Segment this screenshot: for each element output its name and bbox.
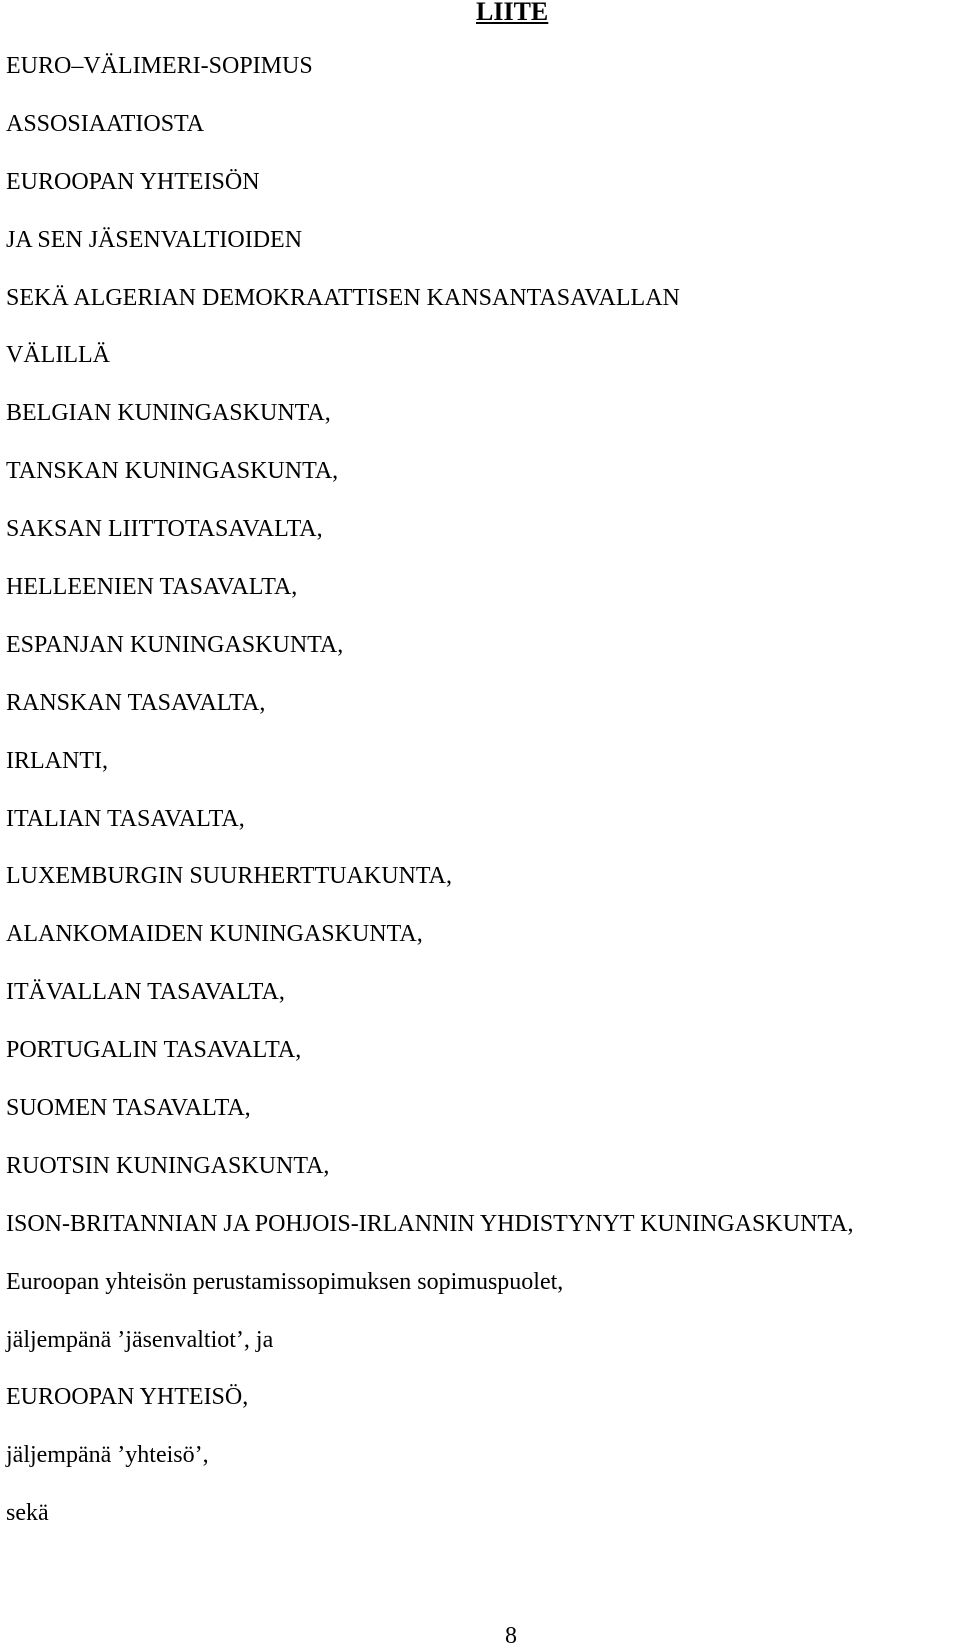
text-line: HELLEENIEN TASAVALTA, [6,574,298,601]
text-line: ISON-BRITANNIAN JA POHJOIS-IRLANNIN YHDISTYNYT KUNINGASKUNTA, [6,1210,854,1237]
text-line: RANSKAN TASAVALTA, [6,689,266,716]
text-line: TANSKAN KUNINGASKUNTA, [6,458,339,485]
text-line: VÄLILLÄ [6,342,110,369]
text-line: jäljempänä ’yhteisö’, [6,1442,209,1469]
text-line: EUROOPAN YHTEISÖ, [6,1384,249,1411]
text-line: JA SEN JÄSENVALTIOIDEN [6,226,303,253]
text-line: LUXEMBURGIN SUURHERTTUAKUNTA, [6,863,452,890]
text-line: SEKÄ ALGERIAN DEMOKRAATTISEN KANSANTASAVALLAN [6,284,680,311]
text-line: ESPANJAN KUNINGASKUNTA, [6,631,344,658]
text-line: BELGIAN KUNINGASKUNTA, [6,400,331,427]
text-line: IRLANTI, [6,747,108,774]
text-line: Euroopan yhteisön perustamissopimuksen sopimuspuolet, [6,1268,564,1295]
text-line: ALANKOMAIDEN KUNINGASKUNTA, [6,921,423,948]
text-line: ITALIAN TASAVALTA, [6,805,245,832]
text-line: SAKSAN LIITTOTASAVALTA, [6,516,323,543]
text-line: EUROOPAN YHTEISÖN [6,168,260,195]
text-line: PORTUGALIN TASAVALTA, [6,1037,302,1064]
text-lines [6,52,853,1557]
text-line: jäljempänä ’jäsenvaltiot’, ja [6,1326,274,1353]
text-line: sekä [6,1500,49,1527]
text-line: EURO–VÄLIMERI-SOPIMUS [6,53,313,79]
annex-title: LIITE [476,0,549,26]
text-line: ASSOSIAATIOSTA [6,110,205,137]
text-line: SUOMEN TASAVALTA, [6,1095,251,1122]
text-line: ITÄVALLAN TASAVALTA, [6,979,285,1006]
page-number: 8 [505,1623,517,1649]
text-line: RUOTSIN KUNINGASKUNTA, [6,1152,330,1179]
